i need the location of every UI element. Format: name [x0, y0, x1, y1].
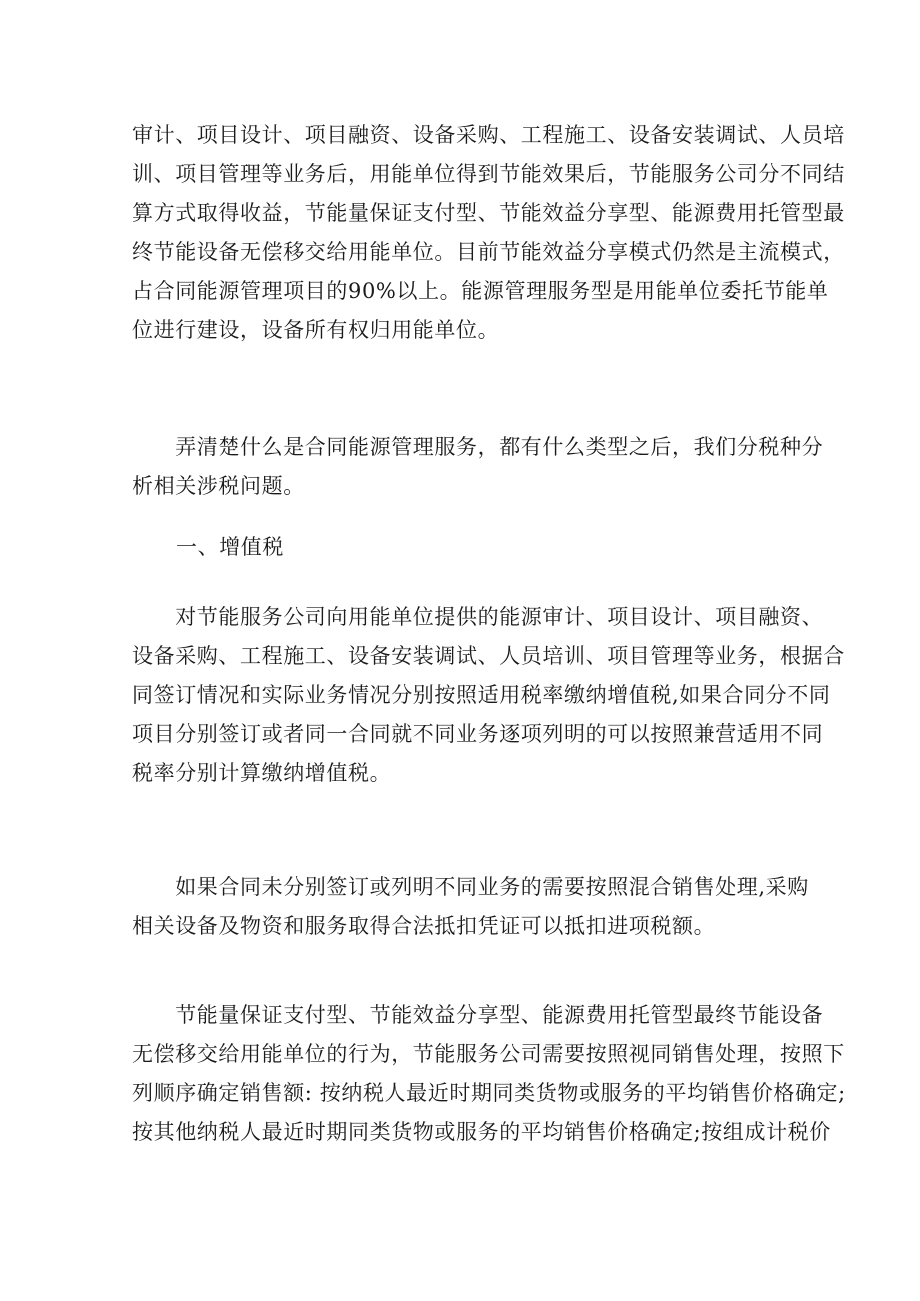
text-line: 析相关涉税问题。 — [132, 474, 305, 498]
text-line: 训、项目管理等业务后，用能单位得到节能效果后，节能服务公司分不同结 — [132, 162, 845, 186]
text-line: 按其他纳税人最近时期同类货物或服务的平均销售价格确定;按组成计税价 — [132, 1120, 831, 1144]
text-line: 相关设备及物资和服务取得合法抵扣凭证可以抵扣进项税额。 — [132, 914, 716, 938]
text-line: 终节能设备无偿移交给用能单位。目前节能效益分享模式仍然是主流模式， — [132, 240, 845, 264]
text-line: 同签订情况和实际业务情况分别按照适用税率缴纳增值税,如果合同分不同 — [132, 683, 831, 707]
text-line: 税率分别计算缴纳增值税。 — [132, 761, 392, 785]
text-line: 算方式取得收益，节能量保证支付型、节能效益分享型、能源费用托管型最 — [132, 201, 845, 225]
text-line: 无偿移交给用能单位的行为，节能服务公司需要按照视同销售处理，按照下 — [132, 1042, 845, 1066]
paragraph-deemed-sales — [132, 996, 846, 1152]
text-line: 审计、项目设计、项目融资、设备采购、工程施工、设备安装调试、人员培 — [132, 123, 845, 147]
paragraph-vat-business-items — [132, 598, 845, 793]
paragraph-tax-analysis-intro — [132, 428, 824, 506]
paragraph-mixed-sales — [132, 868, 809, 946]
text-line: 列顺序确定销售额: 按纳税人最近时期同类货物或服务的平均销售价格确定; — [132, 1081, 846, 1105]
text-line: 设备采购、工程施工、设备安装调试、人员培训、项目管理等业务，根据合 — [132, 644, 845, 668]
text-line: 弄清楚什么是合同能源管理服务，都有什么类型之后，我们分税种分 — [132, 435, 824, 459]
text-line: 项目分别签订或者同一合同就不同业务逐项列明的可以按照兼营适用不同 — [132, 722, 824, 746]
text-line: 位进行建设，设备所有权归用能单位。 — [132, 318, 500, 342]
text-line: 如果合同未分别签订或列明不同业务的需要按照混合销售处理,采购 — [132, 875, 809, 899]
text-line: 对节能服务公司向用能单位提供的能源审计、项目设计、项目融资、 — [132, 605, 824, 629]
section-heading-vat: 一、增值税 — [176, 535, 284, 559]
text-line: 占合同能源管理项目的90%以上。能源管理服务型是用能单位委托节能单 — [132, 279, 829, 303]
text-line: 节能量保证支付型、节能效益分享型、能源费用托管型最终节能设备 — [132, 1003, 824, 1027]
paragraph-contract-energy-management — [132, 116, 845, 350]
